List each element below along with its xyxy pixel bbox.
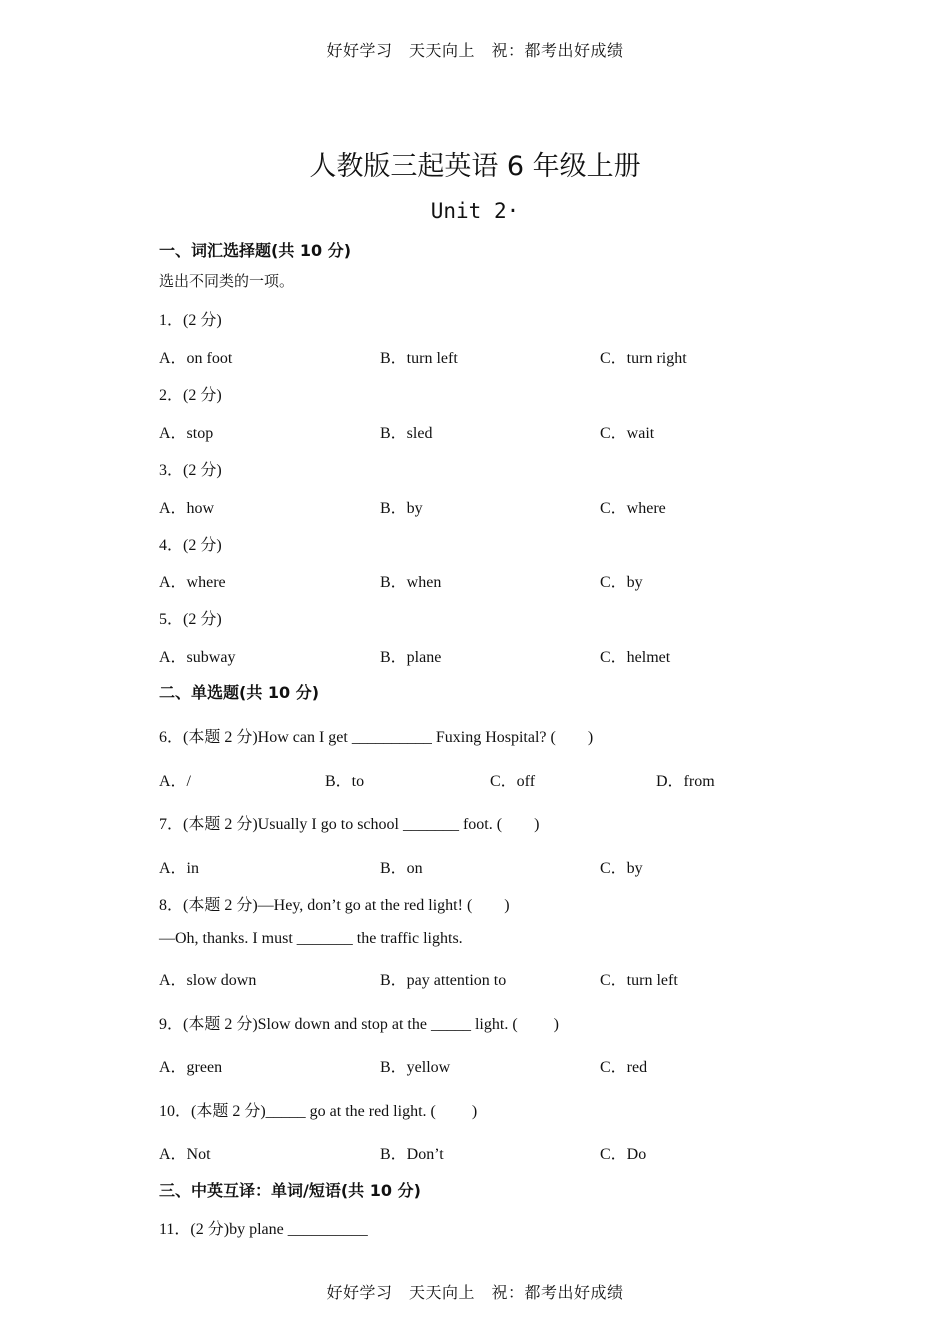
option-a: A．Not [159,1146,211,1163]
option-b: B．to [325,773,365,790]
page-header: 好好学习 天天向上 祝：都考出好成绩 [326,41,624,60]
option-a: A．green [159,1059,223,1076]
question-stem-continuation: —Oh, thanks. I must _______ the traffic lights. [159,930,463,947]
option-a: A．subway [159,649,236,666]
section-heading: 二、单选题(共 10 分) [159,683,320,702]
option-d: D．from [656,773,715,790]
option-c: C．turn right [600,350,687,367]
page-subtitle: Unit 2· [430,199,520,223]
question-stem: 7．(本题 2 分)Usually I go to school _______ foot. ( ) [159,816,540,833]
question-stem: 9．(本题 2 分)Slow down and stop at the _____ light. ( ) [159,1016,559,1033]
question-stem: 10．(本题 2 分)_____ go at the red light. ( ) [159,1103,478,1120]
option-c: C．where [600,500,666,517]
question-stem: 1．(2 分) [159,312,222,329]
section-heading: 一、词汇选择题(共 10 分) [159,241,352,260]
option-a: A．stop [159,425,214,442]
page-title: 人教版三起英语 6 年级上册 [309,151,641,182]
option-a: A．on foot [159,350,233,367]
option-c: C．helmet [600,649,671,666]
option-c: C．wait [600,425,655,442]
option-a: A．/ [159,773,192,790]
question-stem: 8．(本题 2 分)—Hey, don’t go at the red light! ( ) [159,897,510,914]
option-c: C．turn left [600,972,678,989]
option-b: B．turn left [380,350,458,367]
page-footer: 好好学习 天天向上 祝：都考出好成绩 [326,1283,624,1302]
option-a: A．where [159,574,226,591]
question-stem: 5．(2 分) [159,611,222,628]
option-b: B．when [380,574,442,591]
option-c: C．by [600,860,643,877]
question-stem: 4．(2 分) [159,537,222,554]
option-c: C．off [490,773,536,790]
option-c: C．red [600,1059,648,1076]
option-b: B．by [380,500,423,517]
option-b: B．yellow [380,1059,451,1076]
option-b: B．plane [380,649,442,666]
option-b: B．Don’t [380,1146,444,1163]
option-b: B．pay attention to [380,972,507,989]
question-stem: 11．(2 分)by plane __________ [159,1221,368,1238]
option-c: C．Do [600,1146,647,1163]
option-b: B．on [380,860,423,877]
question-stem: 2．(2 分) [159,387,222,404]
option-a: A．in [159,860,200,877]
option-a: A．how [159,500,215,517]
option-c: C．by [600,574,643,591]
section-heading: 三、中英互译：单词/短语(共 10 分) [159,1181,421,1200]
option-a: A．slow down [159,972,257,989]
section-instruction: 选出不同类的一项。 [159,272,295,290]
question-stem: 6．(本题 2 分)How can I get __________ Fuxing Hospital? ( ) [159,729,594,746]
option-b: B．sled [380,425,433,442]
question-stem: 3．(2 分) [159,462,222,479]
